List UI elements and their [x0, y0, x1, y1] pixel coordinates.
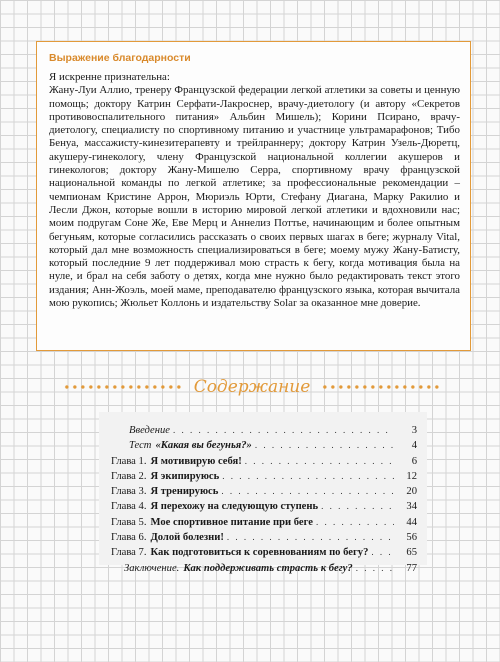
toc-entry-chapter-1[interactable]: [111, 456, 417, 471]
table-of-contents: [99, 412, 427, 574]
toc-entry-page: 77: [406, 562, 417, 574]
toc-entry-title: Я мотивирую себя!: [150, 455, 242, 467]
acknowledgements-text: [49, 71, 460, 310]
toc-entry-title: Как подготовиться к соревнованиям по бегу?: [150, 547, 369, 559]
toc-entry-label: Тест: [129, 440, 152, 452]
toc-entry-leader: [371, 547, 394, 557]
toc-entry-label: Глава 2.: [111, 470, 147, 482]
toc-entry-label: Введение: [129, 425, 170, 436]
toc-entry-introduction[interactable]: [111, 425, 417, 440]
toc-entry-page: 20: [406, 486, 417, 498]
toc-entry-leader: [173, 425, 394, 435]
toc-entry-title: Мое спортивное питание при беге: [150, 516, 314, 528]
toc-entry-title: Как поддерживать страсть к бегу?: [183, 562, 353, 574]
toc-entry-title: Я тренируюсь: [150, 486, 219, 498]
toc-title: Содержание: [193, 377, 311, 397]
toc-heading: [62, 374, 442, 400]
toc-entry-title: Я экипируюсь: [150, 470, 220, 482]
toc-entry-label: Глава 7.: [111, 547, 147, 559]
toc-entry-label: Глава 3.: [111, 486, 147, 498]
toc-entry-leader: [356, 563, 394, 573]
toc-entry-chapter-6[interactable]: [111, 532, 417, 547]
acknowledgements-body: Жану-Луи Аллио, тренеру Французской федерации легкой атлетики за советы и ценную помощь; доктору Катрин Серфати-Лакроснер, врачу-диетологу (и автору «Секретов противовоспалительного питания» Альбин Мишель); Корини Псирано, врачу-диетологу, специалисту по спортивному питанию и участнице ультрамарафонов; Тибо Бенуа, массажисту-кинезитерапевту и трейлраннеру; доктору Катрин Узель-Дюретц, акушеру-гинекологу, члену Французской национальной коллегии акушеров и гинекологов; доктору Жану-Мишелю Серра, спортивному врачу французской национальной команды по легкой атлетике; за профессиональные рекомендации – чемпионам Кристине Аррон, Мюриэль Юрти, Стефану Диагана, Марку Ракилио и Лесли Джон, которые вошли в историю мировой легкой атлетики и вдохновили нас; моим подругам Соне Же, Еве Мерц и Аннелиз Поттье, начинающим и более опытным бегуньям, которые согласились рассказать о своих первых шагах в беге; журналу Vital, который дал мне возможность специализироваться в беге; моему мужу Жану-Батисту, который последние 9 лет поддерживал мою страсть к бегу, когда мотивация была на нуле, и брал на себя заботу о детях, когда мне нужно было редактировать текст этого издания; Анн-Жоэль, моей маме, преподавателю французского языка, которая вычитала мою рукопись; Жюльет Коллонь и издательству Solar за оказанное мне доверие.: [49, 84, 460, 310]
toc-entry-leader: [227, 532, 394, 542]
toc-entry-page: 6: [411, 455, 417, 467]
toc-entry-leader: [245, 456, 394, 466]
toc-entry-page: 3: [411, 425, 417, 436]
toc-entry-chapter-3[interactable]: [111, 486, 417, 501]
toc-entry-label: Глава 5.: [111, 516, 147, 528]
toc-entry-test[interactable]: [111, 440, 417, 455]
toc-entry-label: Глава 4.: [111, 501, 147, 513]
toc-entry-chapter-2[interactable]: [111, 471, 417, 486]
toc-entry-page: 65: [406, 547, 417, 559]
toc-entry-leader: [316, 517, 394, 527]
toc-entry-leader: [221, 486, 394, 496]
toc-entry-leader: [321, 501, 394, 511]
toc-entry-title: Долой болезни!: [150, 532, 224, 544]
toc-entry-chapter-4[interactable]: [111, 501, 417, 516]
toc-entry-label: Глава 1.: [111, 455, 147, 467]
toc-entry-title: Я перехожу на следующую ступень: [150, 501, 319, 513]
toc-entry-conclusion[interactable]: [111, 563, 417, 578]
acknowledgements-title: Выражение благодарности: [49, 52, 191, 64]
toc-entry-page: 34: [406, 501, 417, 513]
toc-entry-page: 12: [406, 470, 417, 482]
acknowledgements-intro: Я искренне признательна:: [49, 71, 170, 83]
toc-entry-leader: [222, 471, 394, 481]
toc-entry-chapter-5[interactable]: [111, 517, 417, 532]
toc-entry-page: 44: [406, 516, 417, 528]
toc-entry-leader: [255, 440, 394, 450]
toc-entry-title: «Какая вы бегунья?»: [155, 440, 252, 452]
toc-heading-dots-left: [62, 385, 184, 389]
toc-entry-chapter-7[interactable]: [111, 547, 417, 562]
toc-heading-dots-right: [320, 385, 442, 389]
acknowledgements-box: [36, 41, 471, 351]
toc-entry-label: Заключение.: [124, 562, 180, 574]
toc-entry-page: 4: [411, 440, 417, 452]
toc-entry-page: 56: [406, 532, 417, 544]
toc-entry-label: Глава 6.: [111, 532, 147, 544]
